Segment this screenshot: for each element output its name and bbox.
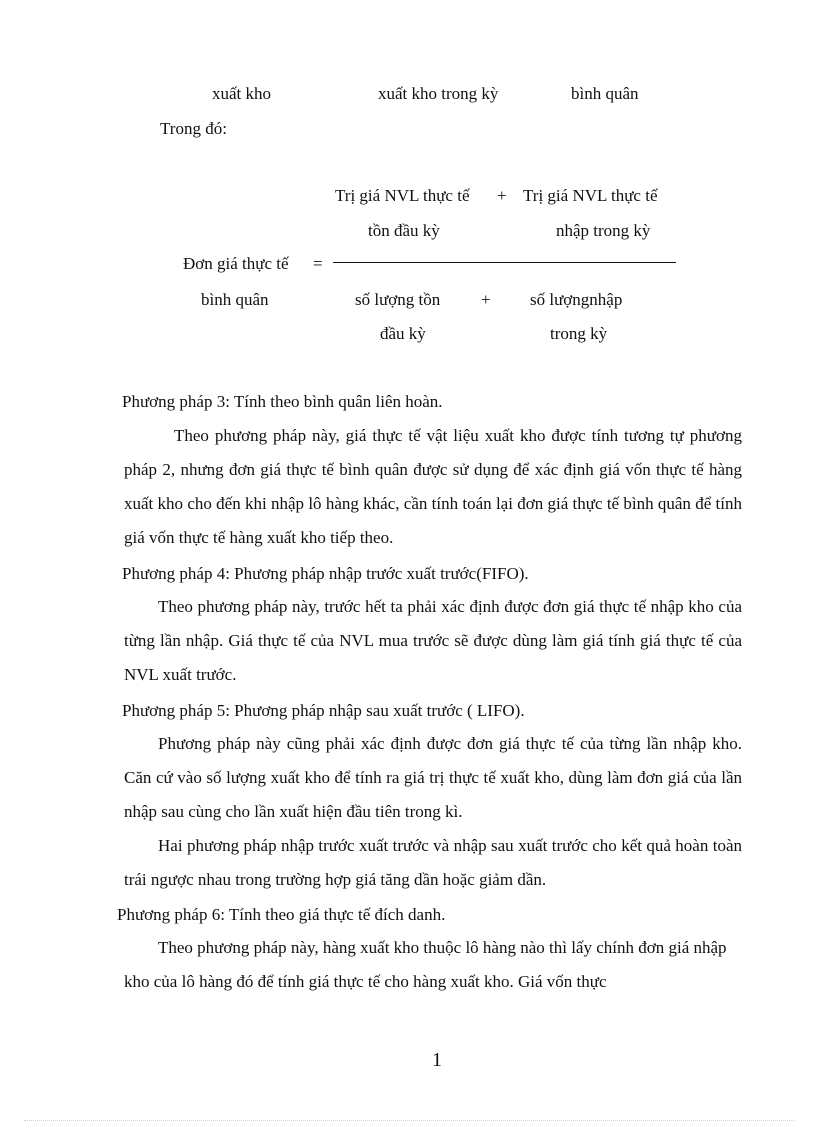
fraction-line xyxy=(333,262,676,263)
top-row-xuat-kho-trong-ky: xuất kho trong kỳ xyxy=(378,84,499,103)
page-number: 1 xyxy=(432,1049,442,1071)
pp6-heading: Phương pháp 6: Tính theo giá thực tế đích danh. xyxy=(117,905,446,924)
numerator-right-line1: Trị giá NVL thực tế xyxy=(523,186,658,205)
denominator-left-line2: đầu kỳ xyxy=(380,324,426,343)
pp3-paragraph: Theo phương pháp này, giá thực tế vật liệu xuất kho được tính tương tự phương pháp 2, nhưng đơn giá thực tế bình quân được sử dụng để xác định giá vốn thực tế hàng xuất kho cho đến khi nhập lô hàng khác, cần tính toán lại đơn giá thực tế bình quân để tính giá vốn thực tế hàng xuất kho tiếp theo. xyxy=(124,426,742,547)
denominator-right-line2: trong kỳ xyxy=(550,324,608,343)
numerator-left-line2: tồn đầu kỳ xyxy=(368,221,440,240)
denominator-plus-sign: + xyxy=(481,290,491,309)
pp4-heading: Phương pháp 4: Phương pháp nhập trước xuất trước(FIFO). xyxy=(122,564,529,583)
equals-sign: = xyxy=(313,254,323,273)
page-bottom-rule xyxy=(24,1120,794,1121)
top-row-binh-quan: bình quân xyxy=(571,84,639,103)
pp6-paragraph: Theo phương pháp này, hàng xuất kho thuộc lô hàng nào thì lấy chính đơn giá nhập kho của lô hàng đó để tính giá thực tế cho hàng xuất kho. Giá vốn thực xyxy=(124,938,727,991)
pp5-heading: Phương pháp 5: Phương pháp nhập sau xuất trước ( LIFO). xyxy=(122,701,525,720)
numerator-left-line1: Trị giá NVL thực tế xyxy=(335,186,470,205)
pp5-paragraph-2: Hai phương pháp nhập trước xuất trước và nhập sau xuất trước cho kết quả hoàn toàn trái ngược nhau trong trường hợp giá tăng dần hoặc giảm dần. xyxy=(124,836,742,889)
formula-label-line2: bình quân xyxy=(201,290,269,309)
denominator-left-line1: số lượng tồn xyxy=(355,290,441,309)
top-row-xuat-kho: xuất kho xyxy=(212,84,272,103)
numerator-plus-sign: + xyxy=(497,186,507,205)
numerator-right-line2: nhập trong kỳ xyxy=(556,221,651,240)
pp4-paragraph: Theo phương pháp này, trước hết ta phải xác định được đơn giá thực tế nhập kho của từng lần nhập. Giá thực tế của NVL mua trước sẽ được dùng làm giá tính giá thực tế của NVL xuất trước. xyxy=(124,597,742,684)
formula-label-line1: Đơn giá thực tế xyxy=(183,254,289,273)
pp5-paragraph-1: Phương pháp này cũng phải xác định được đơn giá thực tế của từng lần nhập kho. Căn cứ vào số lượng xuất kho để tính ra giá trị thực tế xuất kho, dùng làm đơn giá của lần nhập sau cùng cho lần xuất hiện đầu tiên trong kì. xyxy=(124,734,742,821)
denominator-right-line1: số lượngnhập xyxy=(530,290,623,309)
trong-do-label: Trong đó: xyxy=(160,119,227,138)
pp3-heading: Phương pháp 3: Tính theo bình quân liên hoàn. xyxy=(122,392,443,411)
